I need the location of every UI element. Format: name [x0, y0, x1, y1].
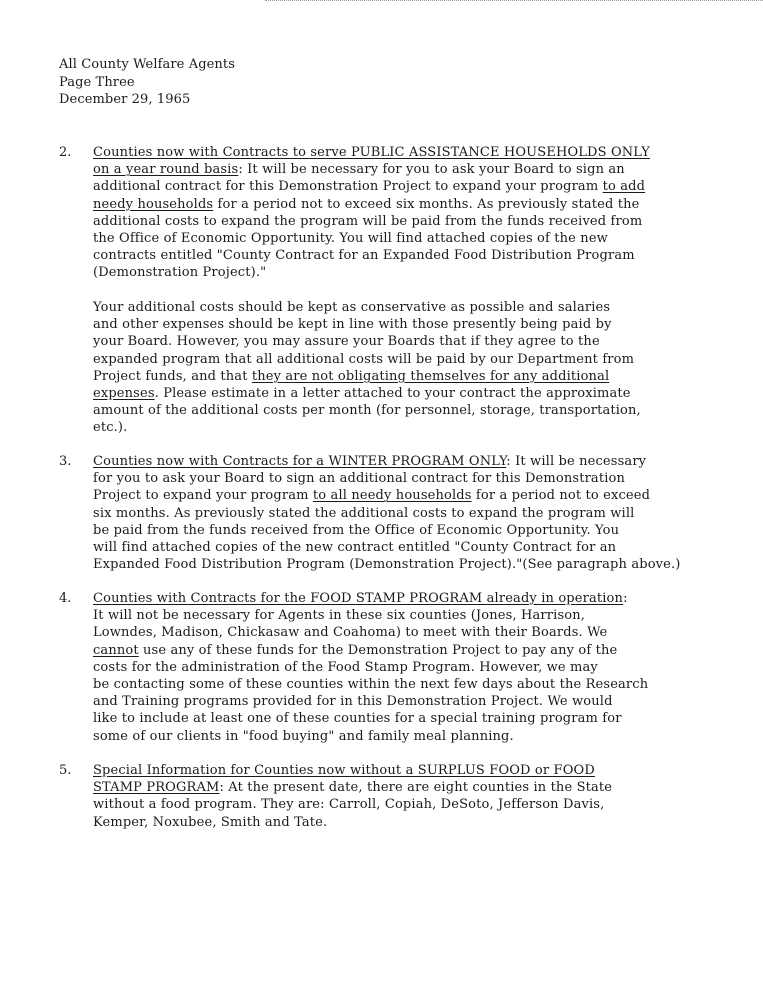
paragraph [93, 144, 650, 282]
text-line [93, 659, 648, 676]
text-run: use any of these funds for the Demonstration Project to pay any of the [138, 642, 618, 658]
text-line [93, 230, 650, 247]
paragraph [93, 299, 650, 437]
underlined-text: they are not obligating themselves for any additional [251, 368, 610, 384]
text-run: for you to ask your Board to sign an additional contract for this Demonstration [93, 471, 626, 487]
underlined-text: Counties with Contracts for the FOOD STAMP PROGRAM already in operation [93, 591, 624, 606]
text-line [93, 196, 650, 213]
recipient-line: All County Welfare Agents [59, 57, 235, 72]
text-run: like to include at least one of these counties for a special training program for [93, 711, 622, 727]
text-run: will find attached copies of the new contract entitled "County Contract for an [93, 539, 617, 555]
text-line [93, 556, 681, 573]
text-run: : At the present date, there are eight counties in the State [219, 780, 613, 796]
text-line [93, 316, 650, 333]
text-line [93, 419, 650, 436]
text-line [93, 178, 650, 195]
text-run: amount of the additional costs per month (for personnel, storage, transportation, [93, 403, 641, 419]
paragraph [93, 762, 612, 831]
text-line [93, 607, 648, 624]
text-line [93, 385, 650, 402]
underlined-text: Counties now with Contracts for a WINTER PROGRAM ONLY [93, 454, 507, 469]
text-line [93, 710, 648, 727]
text-run: Project to expand your program [93, 488, 313, 504]
text-run: Kemper, Noxubee, Smith and Tate. [93, 814, 328, 830]
text-run: for a period not to exceed six months. As previously stated the [213, 196, 640, 212]
text-line [93, 693, 648, 710]
underlined-text: needy households [93, 196, 214, 212]
text-line [93, 299, 650, 316]
text-run: Your additional costs should be kept as conservative as possible and salaries [93, 300, 611, 316]
text-run: (Demonstration Project)." [93, 265, 267, 281]
text-line [93, 453, 681, 470]
text-run: etc.). [93, 420, 128, 436]
text-run: Project funds, and that [93, 368, 252, 384]
underlined-text: cannot [93, 642, 139, 658]
text-run: : [623, 591, 628, 606]
item-number: 3. [59, 454, 72, 469]
underlined-text: STAMP PROGRAM [93, 780, 220, 796]
text-line [93, 368, 650, 385]
item-number: 2. [59, 145, 72, 160]
text-line [93, 522, 681, 539]
text-run: additional costs to expand the program will be paid from the funds received from [93, 213, 643, 229]
text-run: and other expenses should be kept in line with those presently being paid by [93, 317, 612, 333]
text-line [93, 213, 650, 230]
text-run: your Board. However, you may assure your Boards that if they agree to the [93, 334, 600, 350]
text-line [93, 590, 648, 607]
item-body [93, 144, 650, 437]
underlined-text: to add [602, 179, 646, 195]
text-run: It will not be necessary for Agents in these six counties (Jones, Harrison, [93, 608, 586, 624]
text-line [93, 762, 612, 779]
text-line [93, 402, 650, 419]
text-line [93, 333, 650, 350]
text-run: contracts entitled "County Contract for an Expanded Food Distribution Program [93, 248, 635, 264]
text-run: Expanded Food Distribution Program (Demonstration Project)."(See paragraph above.) [93, 557, 681, 573]
text-line [93, 728, 648, 745]
text-run: additional contract for this Demonstration Project to expand your program [93, 179, 603, 195]
date-line: December 29, 1965 [59, 92, 191, 107]
text-run: for a period not to exceed [471, 488, 651, 504]
underlined-text: Counties now with Contracts to serve PUBLIC ASSISTANCE HOUSEHOLDS ONLY [93, 145, 650, 160]
text-line [93, 487, 681, 504]
underlined-text: on a year round basis [93, 162, 239, 178]
text-line [93, 796, 612, 813]
item-body [93, 762, 612, 831]
text-line [93, 161, 650, 178]
text-run: : It will be necessary [506, 454, 647, 469]
text-run: be contacting some of these counties within the next few days about the Research [93, 676, 649, 692]
underlined-text: expenses [93, 386, 155, 402]
item-body [93, 453, 681, 573]
item-body [93, 590, 648, 745]
letter-header [59, 56, 235, 109]
text-line [93, 144, 650, 161]
text-run: expanded program that all additional costs will be paid by our Department from [93, 351, 635, 367]
text-line [93, 247, 650, 264]
item-number: 4. [59, 591, 72, 606]
top-dotted-rule [265, 0, 763, 1]
paragraph [93, 453, 681, 573]
underlined-text: to all needy households [312, 488, 472, 504]
text-line [93, 539, 681, 556]
text-line [93, 264, 650, 281]
text-run: costs for the administration of the Food Stamp Program. However, we may [93, 659, 598, 675]
underlined-text: Special Information for Counties now without a SURPLUS FOOD or FOOD [93, 763, 595, 778]
text-line [93, 624, 648, 641]
text-run: and Training programs provided for in this Demonstration Project. We would [93, 694, 613, 710]
text-run: some of our clients in "food buying" and family meal planning. [93, 728, 514, 744]
text-line [93, 505, 681, 522]
text-run: . Please estimate in a letter attached to your contract the approximate [154, 386, 631, 402]
text-line [93, 676, 648, 693]
text-line [93, 642, 648, 659]
text-line [93, 351, 650, 368]
text-run: be paid from the funds received from the Office of Economic Opportunity. You [93, 522, 620, 538]
text-line [93, 779, 612, 796]
text-run: Lowndes, Madison, Chickasaw and Coahoma) to meet with their Boards. We [93, 625, 608, 641]
text-line [93, 814, 612, 831]
page-number-line: Page Three [59, 74, 135, 90]
text-run: six months. As previously stated the additional costs to expand the program will [93, 505, 635, 521]
text-run: : It will be necessary for you to ask your Board to sign an [238, 162, 625, 178]
text-line [93, 470, 681, 487]
text-run: the Office of Economic Opportunity. You will find attached copies of the new [93, 230, 608, 246]
text-run: without a food program. They are: Carroll, Copiah, DeSoto, Jefferson Davis, [93, 797, 605, 813]
item-number: 5. [59, 763, 72, 778]
paragraph [93, 590, 648, 745]
